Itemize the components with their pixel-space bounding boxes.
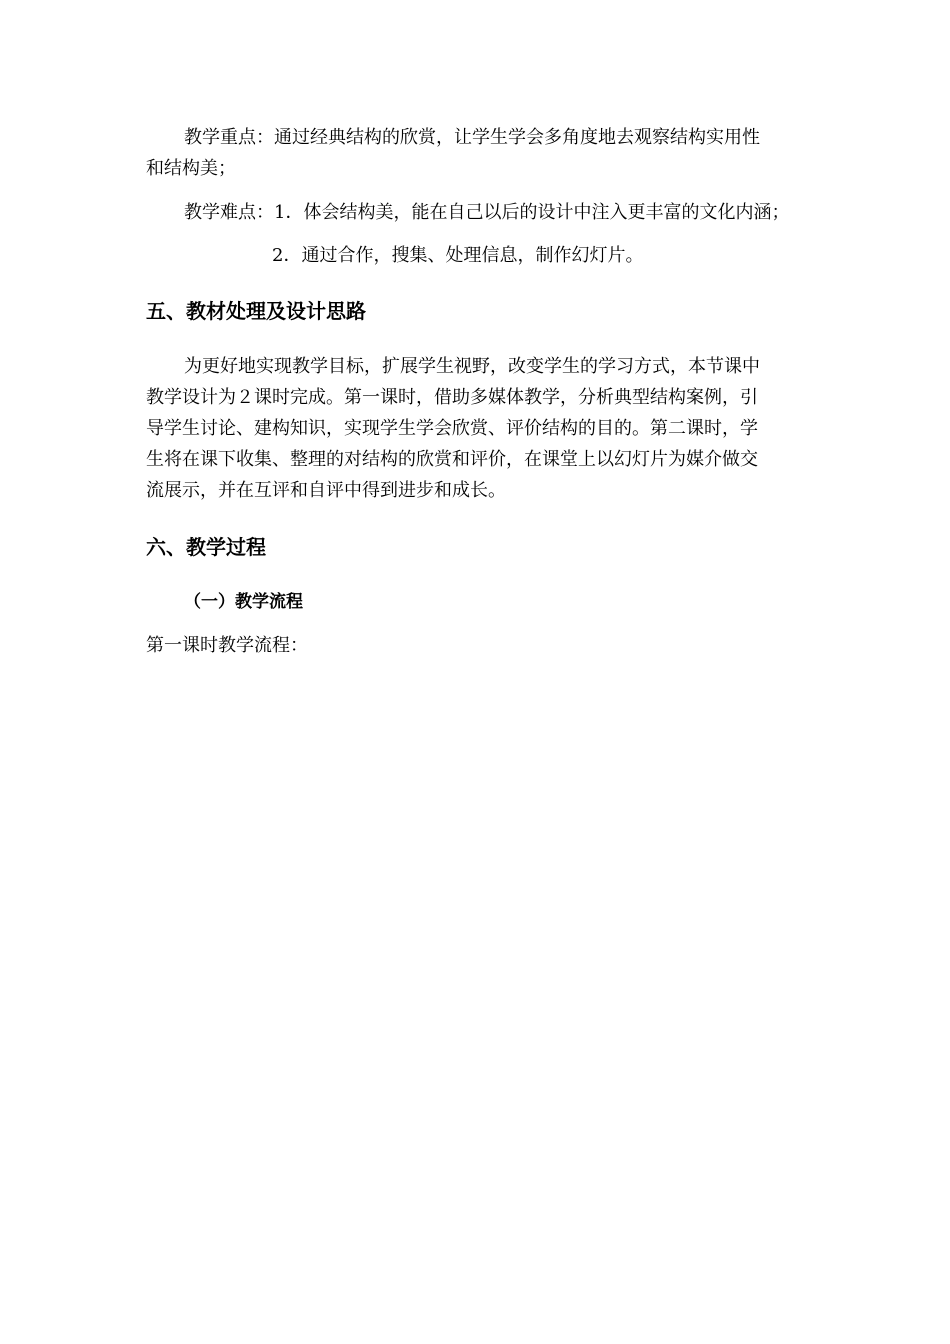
difficulty-line-1: 教学难点：1．体会结构美，能在自己以后的设计中注入更丰富的文化内涵； xyxy=(184,202,790,223)
difficulty-line-2: 2．通过合作，搜集、处理信息，制作幻灯片。 xyxy=(272,245,644,266)
flow-note: 第一课时教学流程： xyxy=(146,635,308,656)
paragraph-line-2: 教学设计为２课时完成。第一课时，借助多媒体教学，分析典型结构案例，引 xyxy=(146,387,758,408)
focus-line-2: 和结构美； xyxy=(146,158,236,179)
paragraph-line-4: 生将在课下收集、整理的对结构的欣赏和评价，在课堂上以幻灯片为媒介做交 xyxy=(146,449,758,470)
paragraph-line-3: 导学生讨论、建构知识，实现学生学会欣赏、评价结构的目的。第二课时，学 xyxy=(146,418,758,439)
section-heading-6: 六、教学过程 xyxy=(146,535,266,559)
focus-line-1: 教学重点：通过经典结构的欣赏，让学生学会多角度地去观察结构实用性 xyxy=(184,127,760,148)
section-heading-5: 五、教材处理及设计思路 xyxy=(146,299,366,323)
paragraph-line-1: 为更好地实现教学目标，扩展学生视野，改变学生的学习方式，本节课中 xyxy=(184,356,760,377)
subsection-heading: （一）教学流程 xyxy=(184,592,303,612)
paragraph-line-5: 流展示，并在互评和自评中得到进步和成长。 xyxy=(146,480,506,501)
